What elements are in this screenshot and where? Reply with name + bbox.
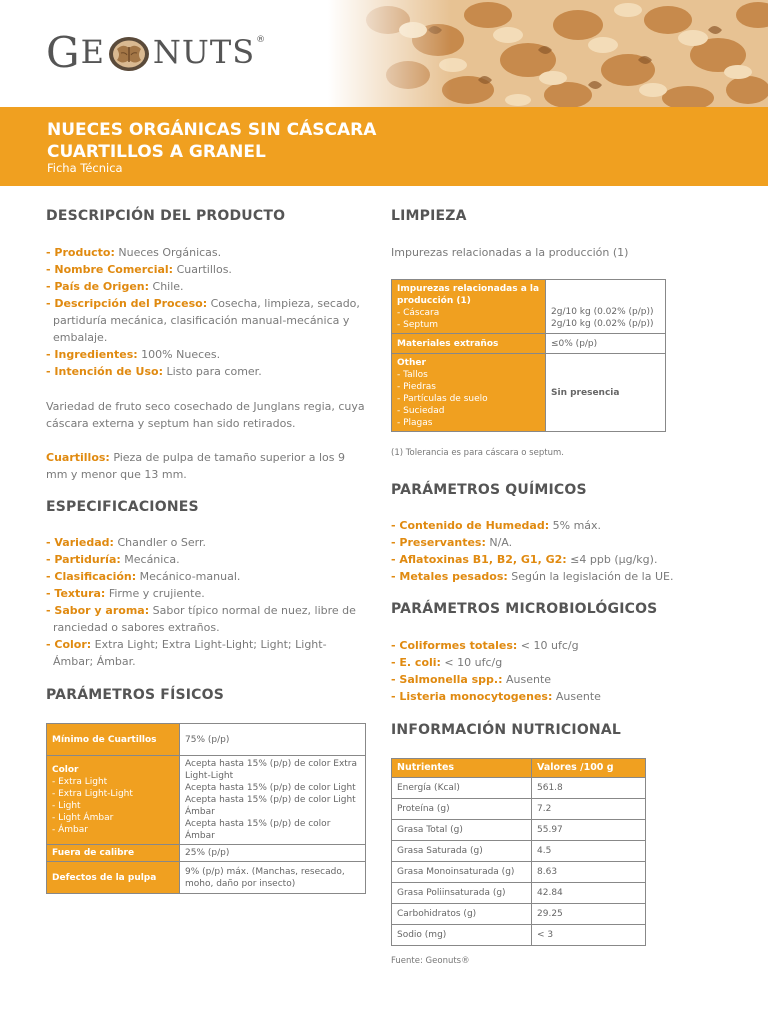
page-header — [0, 0, 768, 107]
section-heading-nutricional: INFORMACIÓN NUTRICIONAL — [391, 722, 621, 738]
nutrient-value: < 3 — [532, 925, 646, 946]
nutrient-name: Grasa Total (g) — [392, 820, 532, 841]
row-label: Materiales extraños — [397, 338, 499, 349]
microbiologico-item — [391, 637, 721, 654]
row-sublabel: - Partículas de suelo — [397, 393, 488, 404]
item-key: - Nombre Comercial: — [46, 263, 174, 276]
microbiologicos-list — [391, 637, 721, 705]
product-title — [47, 119, 376, 163]
item-key: - Descripción del Proceso: — [46, 297, 208, 310]
nutrient-value: 55.97 — [532, 820, 646, 841]
item-key: - Producto: — [46, 246, 115, 259]
item-value: Cuartillos. — [173, 263, 232, 276]
nutricional-table — [391, 758, 646, 946]
nutrient-name: Grasa Poliinsaturada (g) — [392, 883, 532, 904]
row-value: 2g/10 kg (0.02% (p/p)) — [551, 307, 654, 317]
cuartillos-value: Pieza de pulpa de tamaño superior a los 9 mm y menor que 13 mm. — [46, 451, 346, 481]
especificacion-item — [46, 602, 366, 636]
nutrient-name: Grasa Saturada (g) — [392, 841, 532, 862]
item-key: - Metales pesados: — [391, 570, 508, 583]
descripcion-item — [46, 261, 366, 278]
item-key: - Contenido de Humedad: — [391, 519, 550, 532]
item-value: < 10 ufc/g — [517, 639, 579, 652]
item-value: ≤4 ppb (µg/kg). — [566, 553, 658, 566]
item-value: Mecánico-manual. — [136, 570, 241, 583]
table-label-cell — [47, 845, 180, 862]
row-value: Sin presencia — [551, 387, 620, 398]
item-key: - Variedad: — [46, 536, 114, 549]
title-banner — [0, 107, 768, 186]
descripcion-item — [46, 244, 366, 261]
item-value: 100% Nueces. — [137, 348, 221, 361]
item-value: Chile. — [149, 280, 184, 293]
especificacion-item — [46, 568, 366, 585]
product-title-line1: NUECES ORGÁNICAS SIN CÁSCARA — [47, 120, 377, 140]
row-sublabel: - Cáscara — [397, 307, 440, 318]
logo-registered-mark: ® — [256, 35, 266, 45]
table-row — [392, 334, 666, 354]
table-value-cell — [180, 756, 366, 845]
table-value-cell — [546, 354, 666, 432]
nutrient-name: Grasa Monoinsaturada (g) — [392, 862, 532, 883]
row-sublabel: - Septum — [397, 319, 439, 330]
section-heading-microbiologicos: PARÁMETROS MICROBIOLÓGICOS — [391, 601, 658, 617]
row-sublabel: - Suciedad — [397, 405, 445, 416]
row-sublabel: - Light — [52, 801, 81, 811]
table-row — [392, 883, 646, 904]
nutrient-value: 8.63 — [532, 862, 646, 883]
item-key: - Partiduría: — [46, 553, 121, 566]
item-key: - País de Origen: — [46, 280, 150, 293]
row-label: Mínimo de Cuartillos — [52, 734, 157, 745]
item-key: - Sabor y aroma: — [46, 604, 150, 617]
nutrient-value: 4.5 — [532, 841, 646, 862]
microbiologico-item — [391, 671, 721, 688]
especificacion-item — [46, 534, 366, 551]
column-header: Valores /100 g — [532, 759, 646, 778]
section-heading-descripcion: DESCRIPCIÓN DEL PRODUCTO — [46, 208, 286, 224]
row-label: Impurezas relacionadas a la producción (1) — [397, 283, 540, 306]
table-row — [47, 724, 366, 756]
microbiologico-item — [391, 654, 721, 671]
limpieza-table — [391, 279, 666, 432]
table-row — [47, 756, 366, 845]
row-value: Acepta hasta 15% (p/p) de color Light — [185, 783, 356, 793]
item-key: - Ingredientes: — [46, 348, 138, 361]
table-label-cell — [392, 334, 546, 354]
item-key: - Clasificación: — [46, 570, 137, 583]
table-value-cell — [180, 862, 366, 894]
table-value-cell — [180, 845, 366, 862]
row-sublabel: - Plagas — [397, 417, 433, 428]
especificacion-item — [46, 636, 366, 670]
fisicos-table — [46, 723, 366, 894]
item-key: - Salmonella spp.: — [391, 673, 503, 686]
item-key: - Coliformes totales: — [391, 639, 518, 652]
item-key: - E. coli: — [391, 656, 441, 669]
item-value: N/A. — [485, 536, 513, 549]
logo-letter-g: G — [46, 27, 81, 77]
nutrient-value: 561.8 — [532, 778, 646, 799]
descripcion-list — [46, 244, 366, 380]
descripcion-item — [46, 363, 366, 380]
especificaciones-list — [46, 534, 366, 670]
quimico-item — [391, 551, 721, 568]
table-label-cell — [392, 280, 546, 334]
table-value-cell — [180, 724, 366, 756]
descripcion-item — [46, 278, 366, 295]
row-sublabel: - Tallos — [397, 369, 428, 380]
especificacion-item — [46, 551, 366, 568]
limpieza-intro: Impurezas relacionadas a la producción (1) — [391, 246, 629, 259]
cuartillos-definition — [46, 449, 366, 483]
nutrient-name: Carbohidratos (g) — [392, 904, 532, 925]
table-row — [392, 925, 646, 946]
nutrient-value: 7.2 — [532, 799, 646, 820]
item-value: Sabor típico normal de nuez, libre de ranciedad o sabores extraños. — [53, 604, 356, 634]
item-key: - Textura: — [46, 587, 106, 600]
column-header: Nutrientes — [392, 759, 532, 778]
quimico-item — [391, 568, 721, 585]
row-value: 75% (p/p) — [185, 734, 230, 745]
geonuts-logo — [46, 27, 266, 77]
table-label-cell — [392, 354, 546, 432]
nutrient-value: 29.25 — [532, 904, 646, 925]
table-row — [392, 778, 646, 799]
logo-letter-e: E — [80, 33, 105, 71]
table-row — [47, 862, 366, 894]
row-value: 2g/10 kg (0.02% (p/p)) — [551, 319, 654, 329]
row-value: ≤0% (p/p) — [551, 338, 598, 349]
walnut-kernels-photo — [328, 0, 768, 107]
section-heading-limpieza: LIMPIEZA — [391, 208, 467, 224]
row-sublabel: - Light Ámbar — [52, 813, 114, 823]
nutrient-name: Proteína (g) — [392, 799, 532, 820]
row-value: Acepta hasta 15% (p/p) de color Light Ámbar — [185, 795, 356, 817]
item-value: Según la legislación de la UE. — [507, 570, 674, 583]
quimico-item — [391, 517, 721, 534]
row-sublabel: - Ámbar — [52, 825, 88, 835]
row-label: Color — [52, 765, 79, 775]
especificacion-item — [46, 585, 366, 602]
document-subtitle: Ficha Técnica — [47, 161, 123, 175]
microbiologico-item — [391, 688, 721, 705]
descripcion-item — [46, 295, 366, 346]
quimico-item — [391, 534, 721, 551]
item-value: Cosecha, limpieza, secado, partiduría mecánica, clasificación manual-mecánica y embalaje. — [53, 297, 360, 344]
table-value-cell — [546, 280, 666, 334]
row-value: Acepta hasta 15% (p/p) de color Extra Light-Light — [185, 759, 358, 781]
row-label: Other — [397, 357, 426, 368]
row-label: Fuera de calibre — [52, 848, 135, 858]
row-sublabel: - Extra Light — [52, 777, 108, 787]
limpieza-footnote: (1) Tolerancia es para cáscara o septum. — [391, 448, 564, 458]
table-header-row — [392, 759, 646, 778]
item-key: - Listeria monocytogenes: — [391, 690, 553, 703]
item-value: Ausente — [502, 673, 552, 686]
table-label-cell — [47, 862, 180, 894]
item-value: Nueces Orgánicas. — [114, 246, 222, 259]
item-value: < 10 ufc/g — [440, 656, 503, 669]
item-key: - Color: — [46, 638, 92, 651]
table-row — [392, 354, 666, 432]
cuartillos-key: Cuartillos: — [46, 451, 110, 464]
walnut-logo-icon — [107, 35, 151, 73]
nutricional-source: Fuente: Geonuts® — [391, 956, 470, 966]
table-row — [392, 820, 646, 841]
row-value: 25% (p/p) — [185, 848, 230, 858]
item-value: 5% máx. — [549, 519, 602, 532]
item-value: Chandler o Serr. — [113, 536, 206, 549]
item-key: - Preservantes: — [391, 536, 486, 549]
section-heading-especificaciones: ESPECIFICACIONES — [46, 499, 199, 515]
table-row — [392, 799, 646, 820]
row-sublabel: - Piedras — [397, 381, 436, 392]
table-row — [392, 862, 646, 883]
table-label-cell — [47, 724, 180, 756]
row-value: Acepta hasta 15% (p/p) de color Ámbar — [185, 819, 331, 841]
table-row — [392, 280, 666, 334]
nutrient-value: 42.84 — [532, 883, 646, 904]
row-label: Defectos de la pulpa — [52, 872, 157, 883]
table-label-cell — [47, 756, 180, 845]
section-heading-fisicos: PARÁMETROS FÍSICOS — [46, 687, 225, 703]
item-value: Listo para comer. — [162, 365, 262, 378]
table-value-cell — [546, 334, 666, 354]
item-value: Firme y crujiente. — [105, 587, 205, 600]
row-value: 9% (p/p) máx. (Manchas, resecado, moho, daño por insecto) — [185, 866, 345, 889]
item-key: - Aflatoxinas B1, B2, G1, G2: — [391, 553, 567, 566]
row-sublabel: - Extra Light-Light — [52, 789, 133, 799]
table-row — [392, 904, 646, 925]
table-row — [47, 845, 366, 862]
logo-word-nuts: NUTS — [152, 33, 256, 71]
item-value: Ausente — [552, 690, 601, 703]
descripcion-paragraph: Variedad de fruto seco cosechado de Junglans regia, cuya cáscara externa y septum han sido retirados. — [46, 400, 365, 430]
descripcion-item — [46, 346, 366, 363]
table-row — [392, 841, 646, 862]
item-value: Mecánica. — [120, 553, 180, 566]
section-heading-quimicos: PARÁMETROS QUÍMICOS — [391, 482, 587, 498]
nutrient-name: Sodio (mg) — [392, 925, 532, 946]
item-value: Extra Light; Extra Light-Light; Light; Light-Ámbar; Ámbar. — [53, 638, 327, 668]
nutrient-name: Energía (Kcal) — [392, 778, 532, 799]
item-key: - Intención de Uso: — [46, 365, 163, 378]
quimicos-list — [391, 517, 721, 585]
product-title-line2: CUARTILLOS A GRANEL — [47, 142, 266, 162]
